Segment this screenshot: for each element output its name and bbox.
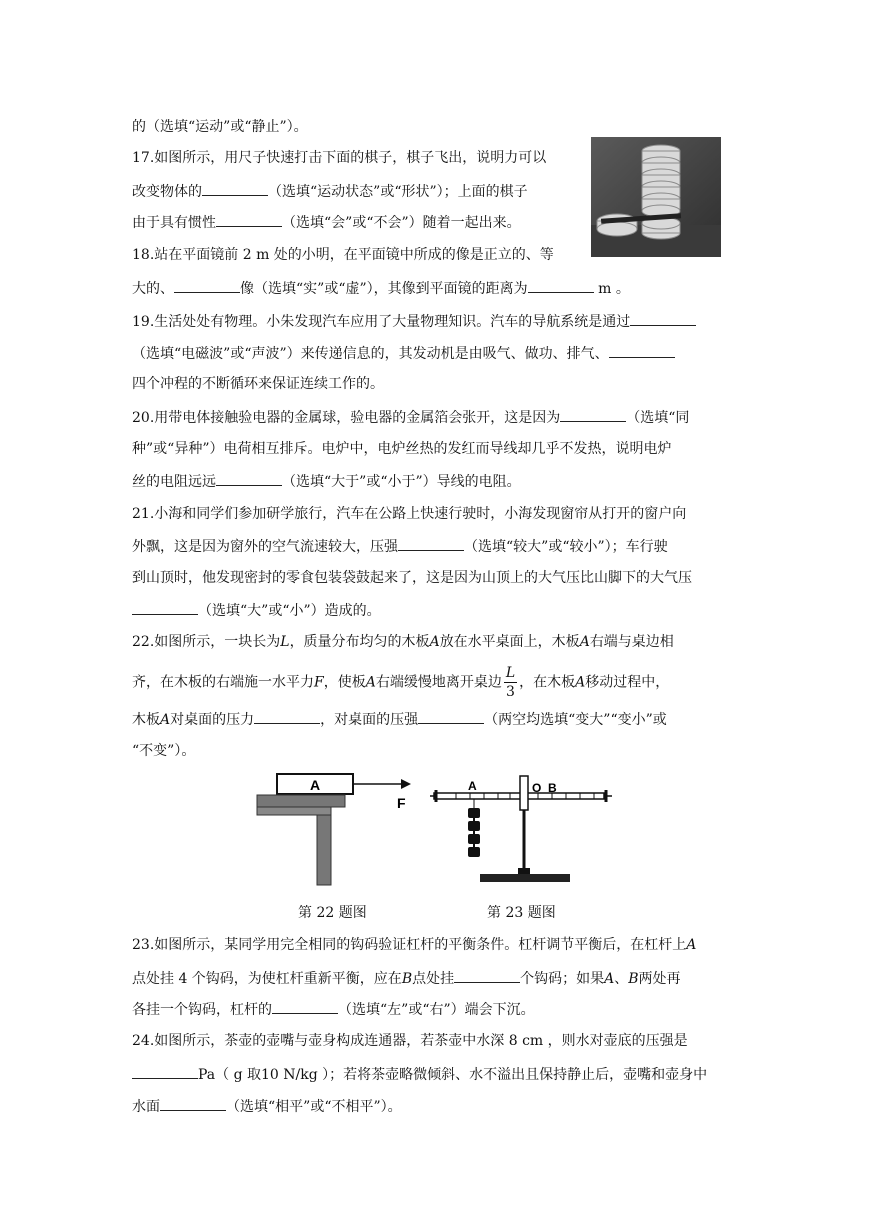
- question-text: 右端缓慢地离开桌边: [375, 674, 502, 691]
- question-text: 右端与桌边相: [589, 634, 674, 650]
- variable-a: A: [429, 634, 440, 650]
- question-text: 22.如图所示，一块长为: [132, 634, 281, 650]
- question-text: （选填“会”或“不会”）随着一起出来。: [282, 215, 521, 231]
- lever-stand-foot: [518, 868, 530, 874]
- question-18-line-2: [132, 278, 630, 298]
- question-text: （两空均选填“变大”“变小”或: [484, 712, 667, 728]
- answer-blank[interactable]: [254, 709, 320, 724]
- question-text: m 。: [593, 281, 630, 297]
- table-edge: [257, 807, 331, 815]
- question-text: 的（选填“运动”或“静止”）。: [132, 119, 308, 135]
- answer-blank[interactable]: [174, 278, 240, 293]
- question-text: （选填“较大”或“较小”）；车行驶: [464, 539, 668, 555]
- question-text: （选填“同: [626, 410, 690, 426]
- question-21-line-4: [132, 600, 381, 620]
- question-text: 对桌面的压力: [170, 712, 255, 728]
- hook-weights: [468, 808, 480, 857]
- question-24-line-3: [132, 1096, 402, 1116]
- question-17-line-3: [132, 212, 521, 232]
- variable-a: A: [160, 712, 171, 728]
- variable-a: A: [579, 634, 590, 650]
- question-text: 到山顶时，他发现密封的零食包装袋鼓起来了，这是因为山顶上的大气压比山脚下的大气压: [132, 570, 692, 586]
- question-18-line-1: [132, 245, 554, 265]
- question-text: 丝的电阻远远: [132, 474, 216, 490]
- question-text: “不变”）。: [132, 743, 196, 759]
- figure-22-board-on-table: [255, 768, 425, 888]
- variable-a: A: [686, 937, 697, 953]
- question-text: 各挂一个钩码，杠杆的: [132, 1002, 272, 1018]
- question-text: （选填“大于”或“小于”）导线的电阻。: [282, 474, 521, 490]
- question-20-line-2: [132, 439, 671, 459]
- question-21-line-3: [132, 568, 692, 588]
- question-text: 、: [614, 971, 629, 987]
- question-24-line-1: [132, 1031, 688, 1051]
- checkers-stack-photo: [591, 137, 721, 257]
- force-arrowhead: [401, 779, 411, 789]
- lever-stand-post-top: [520, 776, 528, 810]
- pivot-o-label: O: [532, 781, 542, 795]
- question-17-line-1: [132, 148, 546, 168]
- question-text: Pa（ g 取10 N/kg ）；若将茶壶略微倾斜、水不溢出且保持静止后，壶嘴和壶身中: [198, 1067, 708, 1083]
- question-19-line-1: [132, 311, 696, 331]
- variable-a: A: [604, 971, 615, 987]
- lever-bar: [434, 793, 604, 799]
- question-21-line-1: [132, 504, 686, 524]
- question-text: 23.如图所示，某同学用完全相同的钩码验证杠杆的平衡条件。杠杆调节平衡后，在杠杆上: [132, 937, 687, 953]
- question-text: 外飘，这是因为窗外的空气流速较大，压强: [132, 539, 398, 555]
- question-text: 水面: [132, 1099, 160, 1115]
- answer-blank[interactable]: [132, 600, 198, 615]
- answer-blank[interactable]: [630, 311, 696, 326]
- table-leg: [317, 815, 331, 885]
- question-24-line-2: [132, 1064, 707, 1084]
- question-text: 齐，在木板的右端施一水平力: [132, 674, 314, 691]
- question-text: 木板: [132, 712, 160, 728]
- question-text: 放在水平桌面上，木板: [439, 634, 580, 650]
- answer-blank[interactable]: [272, 999, 338, 1014]
- fraction-numerator: L: [505, 665, 516, 681]
- point-a-label: A: [468, 779, 477, 793]
- answer-blank[interactable]: [418, 709, 484, 724]
- question-text: 21.小海和同学们参加研学旅行，汽车在公路上快速行驶时，小海发现窗帘从打开的窗户向: [132, 506, 687, 522]
- question-text: 移动过程中，: [585, 674, 670, 691]
- fraction-denominator: 3: [506, 684, 515, 700]
- question-text: 个钩码；如果: [520, 971, 605, 987]
- question-22-line-3: [132, 709, 667, 729]
- question-text: 种”或“异种”）电荷相互排斥。电炉中，电炉丝热的发红而导线却几乎不发热，说明电炉: [132, 441, 672, 457]
- figure-23-caption: 第 23 题图: [487, 905, 556, 921]
- question-text: （选填“左”或“右”）端会下沉。: [338, 1002, 535, 1018]
- question-text: 24.如图所示，茶壶的壶嘴与壶身构成连通器，若茶壶中水深 8 cm ，则水对壶底的压强是: [132, 1033, 688, 1049]
- question-19-line-3: [132, 374, 384, 394]
- question-text: 改变物体的: [132, 184, 202, 200]
- figure-22-caption: 第 22 题图: [298, 905, 367, 921]
- question-text: ，在木板: [519, 674, 576, 691]
- question-17-line-2: [132, 181, 528, 201]
- answer-blank[interactable]: [609, 343, 675, 358]
- question-text: 两处再: [638, 971, 681, 987]
- variable-f: F: [314, 674, 324, 691]
- question-19-line-2: [132, 343, 675, 363]
- question-23-line-1: [132, 935, 696, 955]
- variable-a: A: [365, 674, 376, 691]
- answer-blank[interactable]: [454, 968, 520, 983]
- question-text: 19.生活处处有物理。小朱发现汽车应用了大量物理知识。汽车的导航系统是通过: [132, 314, 631, 330]
- question-text: （选填“大”或“小”）造成的。: [198, 603, 381, 619]
- question-text: （选填“相平”或“不相平”）。: [226, 1099, 402, 1115]
- figure-23-lever: [426, 772, 616, 888]
- point-b-label: B: [548, 781, 557, 795]
- answer-blank[interactable]: [216, 212, 282, 227]
- answer-blank[interactable]: [160, 1096, 226, 1111]
- answer-blank[interactable]: [560, 407, 626, 422]
- question-22-line-4: [132, 741, 195, 761]
- question-text: ，使板: [323, 674, 366, 691]
- variable-b: B: [401, 971, 413, 987]
- question-22-line-1: [132, 632, 674, 652]
- question-text: 四个冲程的不断循环来保证连续工作的。: [132, 376, 384, 392]
- answer-blank[interactable]: [398, 536, 464, 551]
- question-text: ，对桌面的压强: [320, 712, 419, 728]
- variable-b: B: [628, 971, 639, 987]
- question-text: （选填“电磁波”或“声波”）来传递信息的，其发动机是由吸气、做功、排气、: [132, 346, 609, 362]
- question-text: 17.如图所示，用尺子快速打击下面的棋子，棋子飞出，说明力可以: [132, 150, 547, 166]
- question-text: 点处挂: [412, 971, 455, 987]
- variable-a: A: [575, 674, 586, 691]
- question-20-line-3: [132, 471, 521, 491]
- question-text: 点处挂 4 个钩码，为使杠杆重新平衡，应在: [132, 971, 402, 987]
- answer-blank[interactable]: [202, 181, 268, 196]
- question-text: ，质量分布均匀的木板: [289, 634, 430, 650]
- text-line: [132, 117, 308, 137]
- question-23-line-2: [132, 968, 681, 988]
- question-text: 像（选填“实”或“虚”），其像到平面镜的距离为: [240, 281, 528, 297]
- lever-stand-base: [480, 874, 570, 882]
- variable-l: L: [280, 634, 290, 650]
- board-a-label: A: [309, 777, 321, 793]
- force-label: F: [397, 795, 406, 811]
- question-23-line-3: [132, 999, 535, 1019]
- answer-blank[interactable]: [528, 278, 594, 293]
- question-22-line-2: [132, 664, 669, 698]
- question-text: 18.站在平面镜前 2 m 处的小明，在平面镜中所成的像是正立的、等: [132, 247, 554, 263]
- question-text: 大的、: [132, 281, 174, 297]
- question-text: 由于具有惯性: [132, 215, 216, 231]
- question-21-line-2: [132, 536, 668, 556]
- answer-blank[interactable]: [132, 1064, 198, 1079]
- question-20-line-1: [132, 407, 689, 427]
- question-text: 20.用带电体接触验电器的金属球，验电器的金属箔会张开，这是因为: [132, 410, 561, 426]
- table-top: [257, 795, 345, 807]
- fraction-l-over-3: [504, 664, 517, 701]
- answer-blank[interactable]: [216, 471, 282, 486]
- question-text: （选填“运动状态”或“形状”）；上面的棋子: [268, 184, 528, 200]
